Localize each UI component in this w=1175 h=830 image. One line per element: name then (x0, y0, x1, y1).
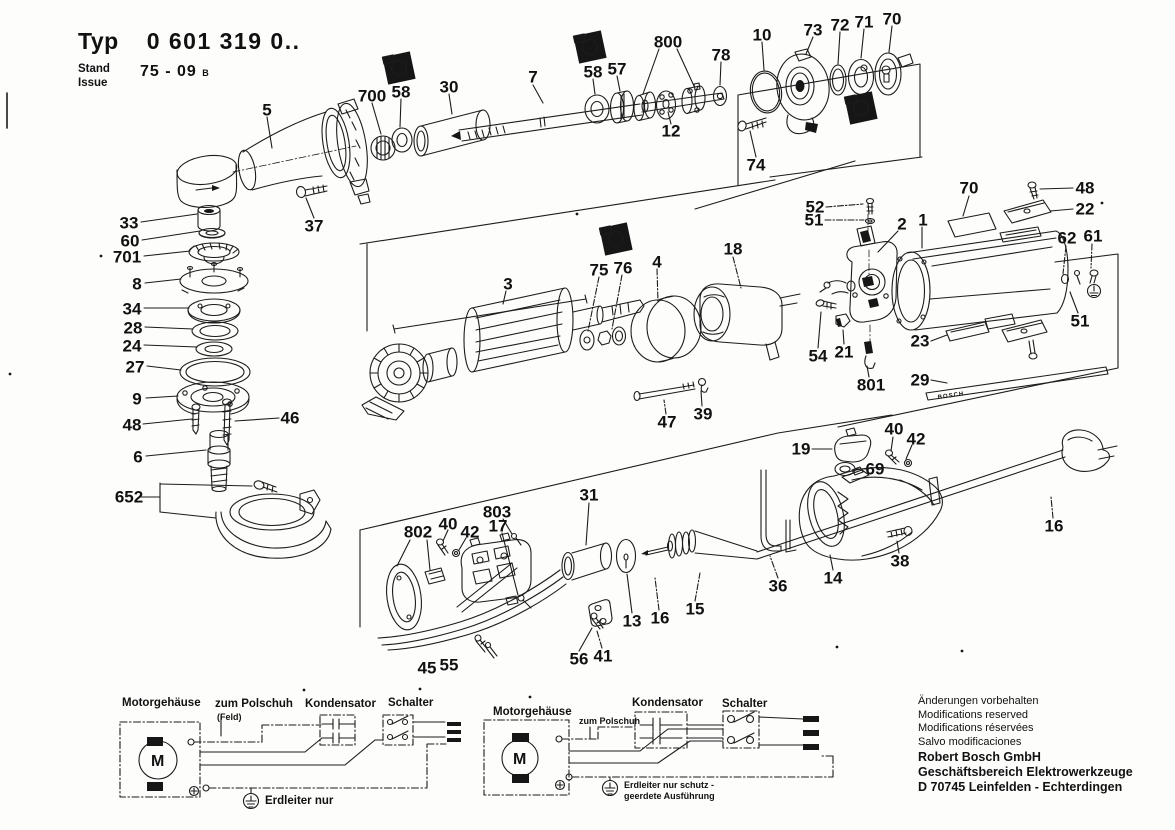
part-39-clip (699, 379, 709, 393)
leader-line (695, 573, 700, 601)
leader-line (400, 99, 401, 127)
part-label-5: 5 (262, 100, 272, 120)
part-28-washer (192, 322, 238, 340)
leader-line (449, 94, 452, 114)
part-70-end-cover (875, 53, 913, 95)
part-label-652: 652 (114, 487, 144, 507)
part-label-14: 14 (823, 568, 843, 588)
leader-line (146, 450, 206, 456)
part-51-washer-top (866, 219, 875, 224)
part-45-55-screws (475, 635, 497, 658)
leader-line (889, 26, 892, 52)
part-75-washer (580, 330, 594, 350)
leader-line (145, 327, 193, 329)
part-label-6: 6 (133, 447, 143, 467)
part-12-coupling-disc (657, 91, 676, 119)
part-label-78: 78 (711, 45, 731, 65)
part-label-56: 56 (569, 649, 589, 669)
part-652-guard (216, 480, 331, 559)
part-42-washer-handle (905, 460, 912, 467)
part-label-40: 40 (438, 514, 458, 534)
footer-address: D 70745 Leinfelden - Echterdingen (918, 779, 1123, 794)
leader-line (657, 269, 658, 302)
leader-line (826, 204, 863, 207)
part-label-72: 72 (830, 15, 850, 35)
leader-line (588, 277, 599, 331)
part-19-brush-cap (835, 428, 871, 462)
part-label-18: 18 (723, 239, 743, 259)
part-803-switch-block (461, 533, 531, 608)
assembly-frames (7, 64, 1118, 627)
part-9-bearing-flange (177, 382, 249, 414)
part-label-9: 9 (132, 389, 142, 409)
bearing-icon (573, 30, 606, 63)
part-24-seal-ring (196, 342, 232, 356)
part-label-61: 61 (1083, 226, 1103, 246)
part-label-51: 51 (1070, 311, 1090, 331)
noise-dot (529, 696, 532, 699)
part-60-washer (199, 229, 225, 239)
schematic-left-field-label: zum Polschuh (215, 698, 293, 710)
part-76-nut (598, 327, 626, 345)
part-label-4: 4 (652, 252, 662, 272)
scan-noise-dots (9, 199, 1104, 699)
part-52-screw (867, 199, 874, 215)
leader-line (733, 257, 741, 288)
part-label-3: 3 (503, 274, 513, 294)
footer-company: Robert Bosch GmbH (918, 749, 1041, 764)
part-78-washer (714, 87, 727, 106)
leader-line (861, 29, 864, 58)
part-30-sleeve (414, 110, 490, 156)
schematic-left-ground-note: Erdleiter nur (265, 795, 334, 807)
part-label-802: 802 (403, 522, 433, 542)
leader-line (750, 131, 756, 157)
part-label-19: 19 (791, 439, 811, 459)
legal-address-block (918, 695, 1133, 795)
issue-label: Issue (78, 76, 108, 89)
leader-line (612, 275, 622, 329)
leader-line (533, 85, 543, 103)
part-31-field-cover (562, 543, 612, 580)
part-1-motor-housing (892, 227, 1068, 330)
schematic-right-housing-label: Motorgehäuse (493, 706, 572, 718)
part-label-801: 801 (856, 375, 886, 395)
part-label-62: 62 (1057, 228, 1077, 248)
part-label-22: 22 (1075, 199, 1095, 219)
schematic-right-motor-letter: M (513, 751, 527, 768)
part-label-42: 42 (906, 429, 926, 449)
leader-line (931, 335, 947, 341)
leader-line (627, 574, 632, 613)
bearing-symbol-icons (382, 30, 877, 255)
part-label-52: 52 (805, 197, 825, 217)
leader-line (720, 62, 721, 85)
footer-line-es: Salvo modificaciones (918, 735, 1022, 748)
leader-line (146, 396, 178, 398)
part-label-24: 24 (122, 336, 142, 356)
part-801-pin (864, 341, 875, 368)
part-5-gear-head (175, 99, 372, 207)
part-label-15: 15 (685, 599, 705, 619)
footer-line-fr: Modifications réservées (918, 722, 1034, 735)
part-6-spindle (208, 431, 230, 492)
part-label-76: 76 (613, 258, 633, 278)
part-label-700: 700 (357, 86, 387, 106)
schematic-right-ground-note-2: geerdete Ausführung (624, 791, 715, 801)
noise-dot (100, 255, 103, 258)
leader-line (1070, 292, 1078, 313)
part-label-23: 23 (910, 331, 930, 351)
part-label-8: 8 (132, 274, 142, 294)
part-label-1: 1 (918, 210, 928, 230)
part-54-screw (815, 299, 836, 309)
leader-line (1091, 244, 1092, 268)
wire-bundle (378, 563, 566, 650)
leader-line (1050, 209, 1073, 211)
part-15-cord-sleeve (669, 530, 758, 559)
part-label-73: 73 (803, 20, 823, 40)
part-label-55: 55 (439, 655, 459, 675)
part-label-12: 12 (661, 121, 681, 141)
leader-line (931, 380, 947, 383)
part-label-17: 17 (488, 516, 508, 536)
part-label-34: 34 (122, 299, 142, 319)
noise-dot (1101, 202, 1104, 205)
footer-line-de: Änderungen vorbehalten (918, 695, 1039, 707)
leader-line (306, 198, 314, 218)
part-700-knurled-nut (371, 136, 395, 160)
leader-line (838, 32, 840, 64)
part-48-screw-left (192, 404, 200, 434)
part-22-cover-plate (1004, 200, 1051, 223)
part-8-flange (180, 263, 248, 294)
leader-line (397, 540, 410, 566)
part-70-sticker (948, 213, 996, 237)
schematic-left-motor-letter: M (151, 753, 165, 770)
part-47-screw (634, 382, 695, 401)
part-18-stator (694, 284, 800, 360)
part-13-disc (617, 540, 636, 573)
schematic-right-ground-note-1: Erdleiter nur schutz - (624, 780, 715, 790)
type-label: Typ (78, 28, 119, 54)
part-40-screw-switch (437, 539, 449, 555)
schematic-left-switch-label: Schalter (388, 697, 434, 709)
part-2-brush-plate (820, 242, 897, 322)
part-label-13: 13 (622, 611, 642, 631)
part-16-cord-tip (641, 541, 673, 555)
schematic-left-housing-label: Motorgehäuse (122, 697, 201, 709)
part-label-70: 70 (959, 178, 979, 198)
part-48-screw-top (1028, 182, 1038, 199)
noise-dot (836, 646, 839, 649)
noise-dot (303, 689, 306, 692)
title-block (78, 28, 300, 91)
part-701-crown-gear (189, 243, 239, 264)
leader-line (762, 42, 764, 70)
leader-line (655, 578, 659, 610)
noise-dot (576, 213, 579, 216)
part-38-screw (887, 527, 912, 538)
part-label-71: 71 (854, 12, 874, 32)
part-label-800: 800 (653, 32, 683, 52)
leader-line (145, 279, 181, 283)
leader-line (643, 49, 659, 94)
part-42-washer-switch (453, 550, 460, 557)
leader-line (142, 231, 200, 240)
schematic-right-capacitor-label: Kondensator (632, 697, 703, 709)
leader-line (144, 251, 190, 256)
part-label-10: 10 (752, 25, 772, 45)
leader-line (597, 631, 602, 648)
leader-line (235, 418, 279, 421)
part-label-803: 803 (482, 502, 512, 522)
part-73-bearing-flange (773, 49, 833, 134)
noise-dot (961, 650, 964, 653)
part-34-bearing (188, 299, 240, 323)
leader-line (372, 103, 381, 134)
part-label-51: 51 (804, 210, 824, 230)
bearing-icon (599, 222, 632, 255)
schematic-right-field-label: zum Polschuh (579, 716, 641, 726)
part-23-plate (946, 322, 989, 341)
part-label-27: 27 (125, 357, 145, 377)
leader-line (267, 117, 272, 148)
part-label-2: 2 (897, 214, 907, 234)
leader-line (963, 196, 969, 216)
leader-line (579, 628, 592, 651)
part-label-48: 48 (122, 415, 142, 435)
part-4-sleeve (631, 296, 701, 362)
part-label-74: 74 (746, 155, 766, 175)
leader-line (1063, 246, 1066, 274)
leader-line (806, 37, 813, 54)
schematic-left-capacitor-label: Kondensator (305, 698, 376, 710)
part-33-spacer (198, 206, 220, 232)
stand-value: 75 - 09 (139, 63, 197, 80)
part-16-power-cord (757, 430, 1117, 559)
leader-line (677, 49, 694, 86)
footer-division: Geschäftsbereich Elektrowerkzeuge (918, 764, 1133, 779)
leader-line (1051, 497, 1053, 518)
part-label-69: 69 (865, 459, 885, 479)
part-label-57: 57 (607, 59, 627, 79)
part-label-75: 75 (589, 260, 609, 280)
part-72-ring (830, 65, 846, 95)
part-label-16: 16 (650, 608, 670, 628)
part-label-58: 58 (583, 62, 603, 82)
leader-line (427, 540, 430, 570)
part-label-45: 45 (417, 658, 437, 678)
leader-line (144, 345, 197, 347)
part-label-54: 54 (808, 346, 828, 366)
schematic-left-field-sub-label: (Feld) (217, 712, 242, 722)
part-label-31: 31 (579, 485, 599, 505)
part-label-48: 48 (1075, 178, 1095, 198)
part-label-41: 41 (593, 646, 613, 666)
part-21-clip (836, 314, 850, 327)
part-label-58: 58 (391, 82, 411, 102)
leader-line (891, 437, 893, 451)
part-label-36: 36 (768, 576, 788, 596)
part-36-wire-guard (761, 470, 796, 552)
part-label-16: 16 (1044, 516, 1064, 536)
part-label-38: 38 (890, 551, 910, 571)
leader-line (770, 556, 778, 578)
part-37-screw (296, 185, 327, 198)
part-label-7: 7 (528, 67, 538, 87)
bearing-icon (844, 91, 877, 124)
part-label-60: 60 (120, 231, 140, 251)
part-label-28: 28 (123, 318, 143, 338)
part-58-bearing-left (392, 128, 412, 152)
bearing-icon (382, 51, 415, 84)
bosch-strip-text: BOSCH (937, 391, 965, 401)
stand-suffix: B (202, 68, 210, 78)
stand-label: Stand (78, 63, 110, 75)
part-label-21: 21 (834, 342, 854, 362)
part-label-47: 47 (657, 412, 677, 432)
type-number: 0 601 319 0.. (146, 28, 301, 54)
leader-line (878, 231, 898, 252)
part-lower-cover-plate (1002, 320, 1047, 359)
schematic-right-switch-label: Schalter (722, 698, 768, 710)
part-label-42: 42 (460, 522, 480, 542)
part-label-701: 701 (112, 247, 142, 267)
noise-dot (419, 688, 422, 691)
leader-line (1040, 188, 1073, 189)
part-40-screw-handle (886, 450, 900, 464)
part-label-33: 33 (119, 213, 139, 233)
part-3-armature (362, 288, 644, 420)
leader-line (143, 419, 192, 424)
leader-line (141, 214, 197, 222)
leader-line (160, 512, 216, 518)
part-label-29: 29 (910, 370, 930, 390)
part-46-screw (223, 399, 232, 445)
part-label-46: 46 (280, 408, 300, 428)
part-label-40: 40 (884, 419, 904, 439)
leader-line (160, 484, 252, 486)
part-74-screw (737, 118, 766, 132)
noise-dot (9, 373, 12, 376)
part-41-screw (591, 613, 603, 629)
leader-line (147, 366, 181, 370)
part-label-37: 37 (304, 216, 324, 236)
part-802-cover-plate (383, 562, 445, 632)
part-71-bearing (849, 60, 874, 95)
part-label-30: 30 (439, 77, 459, 97)
footer-line-en: Modifications reserved (918, 708, 1029, 721)
leader-line (586, 503, 589, 545)
leader-line (818, 312, 821, 348)
part-label-39: 39 (693, 404, 713, 424)
part-label-70: 70 (882, 9, 902, 29)
